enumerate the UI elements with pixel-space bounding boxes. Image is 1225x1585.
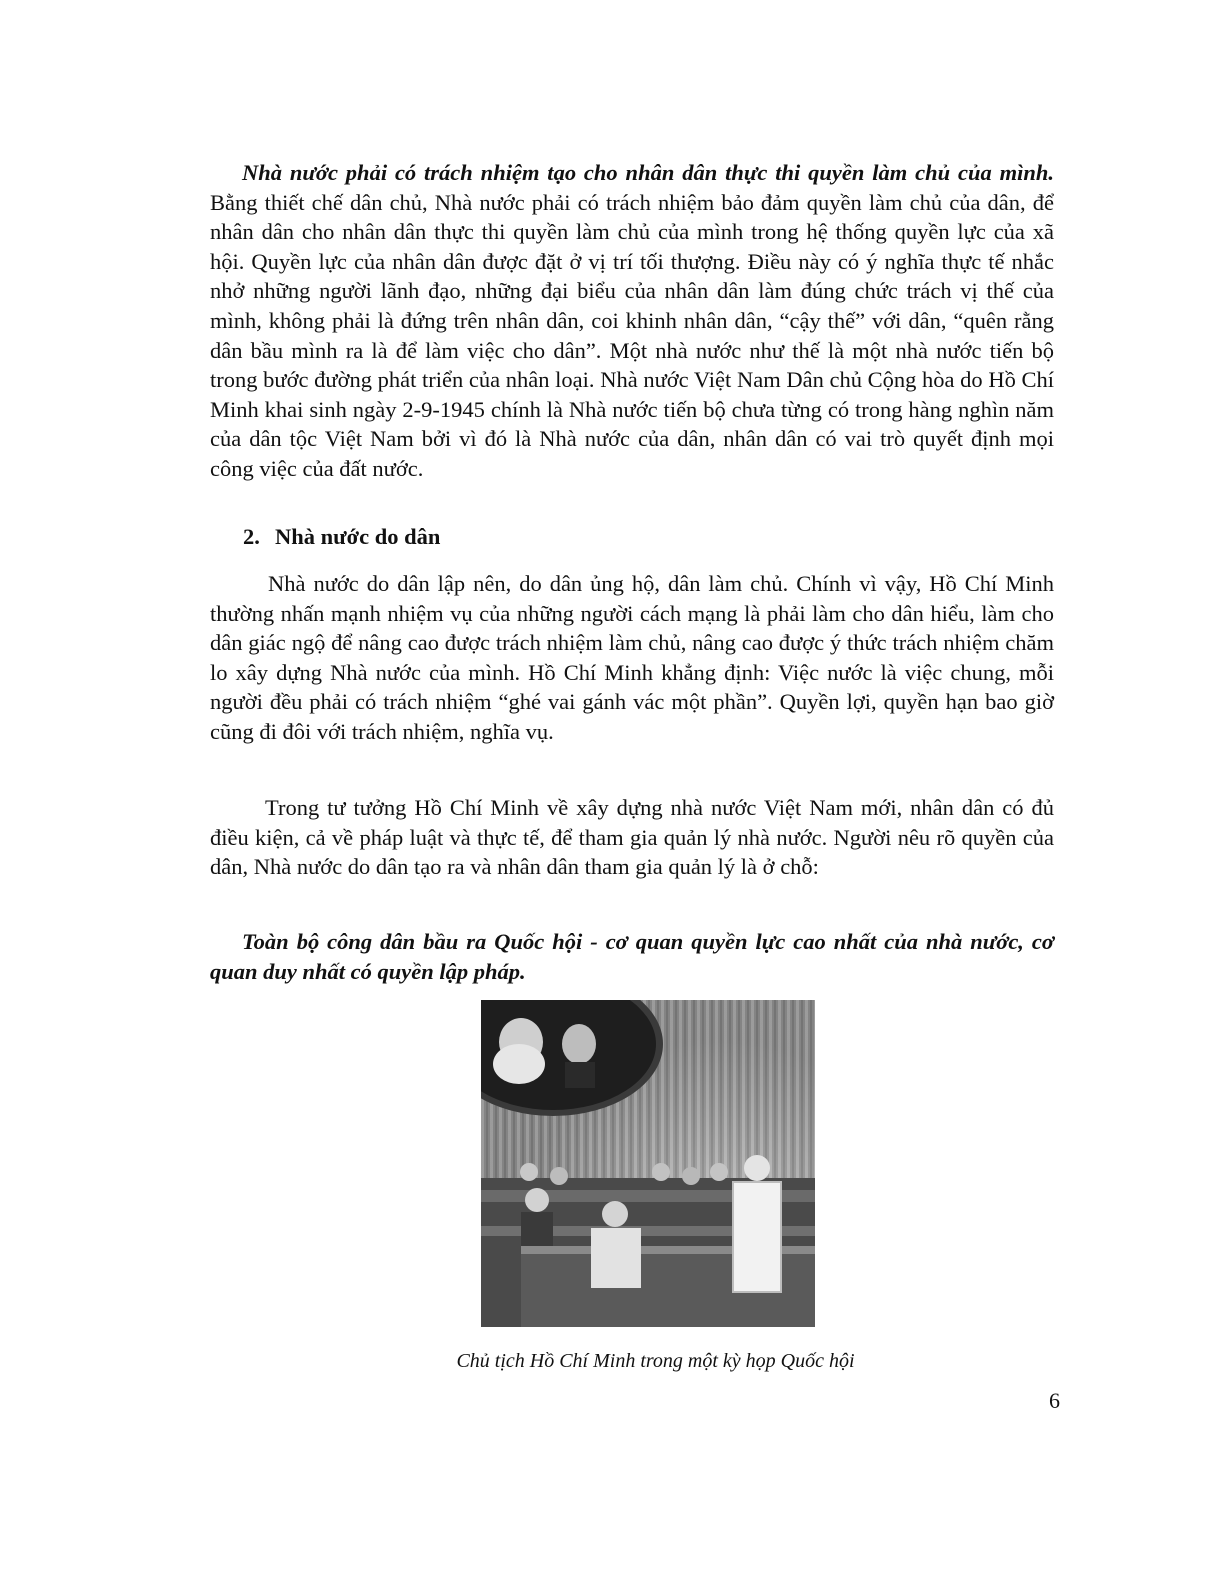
paragraph-state-responsibility <box>210 158 1054 484</box>
page-number: 6 <box>1049 1388 1060 1413</box>
section-heading <box>243 522 440 552</box>
section-title: Nhà nước do dân <box>275 524 441 549</box>
paragraph-participation: Trong tư tưởng Hồ Chí Minh về xây dựng nhà nước Việt Nam mới, nhân dân có đủ điều kiện, cả về pháp luật và thực tế, để tham gia quản lý nhà nước. Người nêu rõ quyền của dân, Nhà nước do dân tạo ra và nhân dân tham gia quản lý là ở chỗ: <box>210 795 1054 880</box>
section-number: 2. <box>243 524 260 549</box>
photo-caption: Chủ tịch Hồ Chí Minh trong một kỳ họp Quốc hội <box>456 1350 855 1372</box>
historical-photo <box>481 1000 815 1327</box>
photo-illustration <box>481 1000 815 1327</box>
paragraph-emphasis: Toàn bộ công dân bầu ra Quốc hội - cơ quan quyền lực cao nhất của nhà nước, cơ quan duy nhất có quyền lập pháp. <box>210 929 1054 984</box>
paragraph-lead: Nhà nước phải có trách nhiệm tạo cho nhân dân thực thi quyền làm chủ của mình. <box>242 160 1054 185</box>
paragraph-state-by-people: Nhà nước do dân lập nên, do dân ủng hộ, dân làm chủ. Chính vì vậy, Hồ Chí Minh thường nhấn mạnh nhiệm vụ của những người cách mạng là phải làm cho dân hiểu, làm cho dân giác ngộ để nâng cao được trách nhiệm làm chủ, nâng cao được ý thức trách nhiệm chăm lo xây dựng Nhà nước của mình. Hồ Chí Minh khẳng định: Việc nước là việc chung, mỗi người đều phải có trách nhiệm “ghé vai gánh vác một phần”. Quyền lợi, quyền hạn bao giờ cũng đi đôi với trách nhiệm, nghĩa vụ. <box>210 571 1054 744</box>
paragraph-body: Bằng thiết chế dân chủ, Nhà nước phải có trách nhiệm bảo đảm quyền làm chủ của dân, để nhân dân cho nhân dân thực thi quyền làm chủ của mình trong hệ thống quyền lực của xã hội. Quyền lực của nhân dân được đặt ở vị trí tối thượng. Điều này có ý nghĩa thực tế nhắc nhở những người lãnh đạo, những đại biểu của nhân dân làm đúng chức trách vị thế của mình, không phải là đứng trên nhân dân, coi khinh nhân dân, “cậy thế” với dân, “quên rằng dân bầu mình ra là để làm việc cho dân”. Một nhà nước như thế là một nhà nước tiến bộ trong bước đường phát triển của nhân loại. Nhà nước Việt Nam Dân chủ Cộng hòa do Hồ Chí Minh khai sinh ngày 2-9-1945 chính là Nhà nước tiến bộ chưa từng có trong hàng nghìn năm của dân tộc Việt Nam bởi vì đó là Nhà nước của dân, nhân dân có vai trò quyết định mọi công việc của đất nước. <box>210 189 1054 481</box>
